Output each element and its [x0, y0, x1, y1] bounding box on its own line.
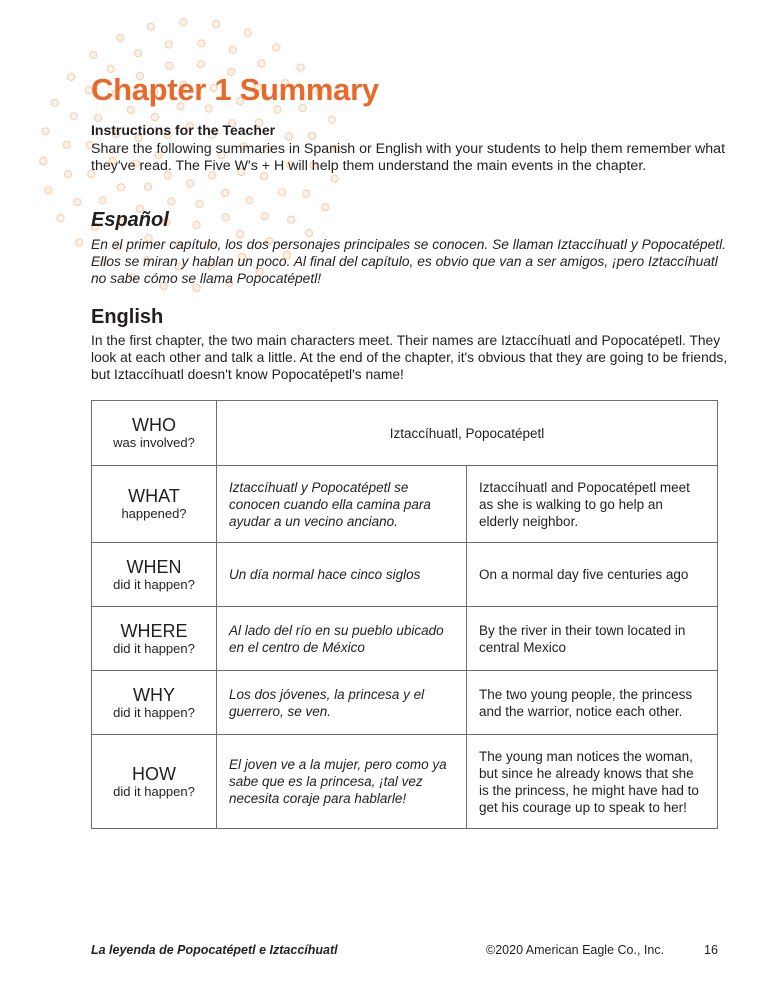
- question-cell: [92, 401, 217, 466]
- question-cell: [92, 466, 217, 543]
- spanish-answer: Iztaccíhuatl y Popocatépetl se conocen cuando ella camina para ayudar a un vecino anciano.: [217, 466, 467, 543]
- who-answer: Iztaccíhuatl, Popocatépetl: [217, 401, 718, 466]
- table-row-when: [92, 543, 718, 607]
- spanish-answer: Al lado del río en su pueblo ubicado en el centro de México: [217, 607, 467, 671]
- english-answer: The young man notices the woman, but since he already knows that she is the princess, he might have had to get his courage up to speak to her!: [467, 735, 718, 829]
- instructions-heading: Instructions for the Teacher: [91, 122, 276, 138]
- spanish-answer: El joven ve a la mujer, pero como ya sabe que es la princesa, ¡tal vez necesita coraje para hablarle!: [217, 735, 467, 829]
- spanish-answer: Los dos jóvenes, la princesa y el guerrero, se ven.: [217, 671, 467, 735]
- english-answer: Iztaccíhuatl and Popocatépetl meet as she is walking to go help an elderly neighbor.: [467, 466, 718, 543]
- table-row-what: [92, 466, 718, 543]
- table-row-how: [92, 735, 718, 829]
- question-cell: [92, 607, 217, 671]
- page-number: 16: [704, 943, 718, 957]
- spanish-answer: Un día normal hace cinco siglos: [217, 543, 467, 607]
- question-sub: was involved?: [113, 435, 195, 450]
- question-cell: [92, 671, 217, 735]
- question-cell: [92, 543, 217, 607]
- question-sub: did it happen?: [113, 704, 195, 720]
- footer-book-title: La leyenda de Popocatépetl e Iztaccíhuatl: [91, 943, 338, 957]
- question-word: HOW: [132, 763, 176, 784]
- question-word: WHY: [133, 684, 175, 705]
- english-answer: The two young people, the princess and the warrior, notice each other.: [467, 671, 718, 735]
- question-cell: [92, 735, 217, 829]
- spanish-heading: Español: [91, 209, 169, 231]
- english-summary: In the first chapter, the two main characters meet. Their names are Iztaccíhuatl and Popocatépetl. They look at each other and talk a little. At the end of the chapter, it's obvious that they are going to be friends, but Iztaccíhuatl doesn't know Popocatépetl's name!: [91, 333, 728, 382]
- question-word: WHAT: [128, 486, 180, 506]
- english-answer: By the river in their town located in central Mexico: [467, 607, 718, 671]
- footer-copyright: ©2020 American Eagle Co., Inc.: [486, 943, 665, 957]
- question-sub: did it happen?: [113, 576, 195, 592]
- table-row-where: [92, 607, 718, 671]
- question-word: WHEN: [126, 556, 182, 577]
- instructions-text: Share the following summaries in Spanish or English with your students to help them remember what they've read. The Five W's + H will help them understand the main events in the chapter.: [91, 141, 726, 174]
- question-sub: did it happen?: [113, 640, 195, 656]
- question-word: WHERE: [120, 620, 188, 641]
- question-word: WHO: [132, 415, 176, 435]
- page-title: Chapter 1 Summary: [91, 72, 379, 107]
- english-answer: On a normal day five centuries ago: [467, 543, 718, 607]
- table-row-why: [92, 671, 718, 735]
- five-ws-table: [91, 400, 718, 829]
- table-row-who: [92, 401, 718, 466]
- question-sub: happened?: [121, 506, 187, 521]
- question-sub: did it happen?: [113, 783, 195, 799]
- english-heading: English: [91, 306, 164, 328]
- spanish-summary: En el primer capítulo, los dos personajes principales se conocen. Se llaman Iztaccíhuatl y Popocatépetl. Ellos se miran y hablan un poco. Al final del capítulo, es obvio que van a ser amigos, ¡pero Iztaccíhuatl no sabe cómo se llama Popocatépetl!: [91, 237, 727, 286]
